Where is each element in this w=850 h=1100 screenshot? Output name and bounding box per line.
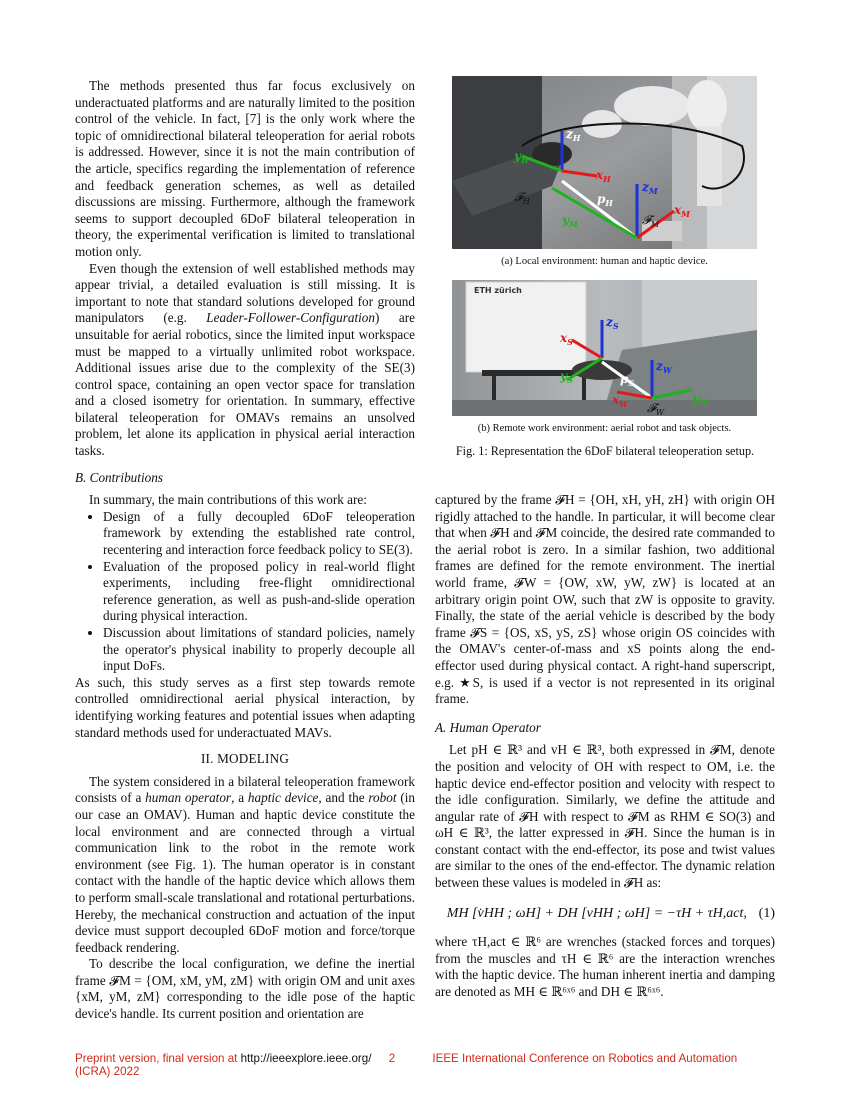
label-yS: $y_S$ xyxy=(560,369,573,385)
left-column xyxy=(75,78,415,1023)
footer-url-link[interactable]: http://ieeexplore.ieee.org/ xyxy=(240,1052,372,1065)
paragraph: Even though the extension of well established methods may appear trivial, a detailed evaluation is still missing. It is important to note that standard solutions developed for ground manipulators (e.g. Leader-Follower-Configuration) are unsuitable for aerial robotics, since the limited input workspace must be mapped to a virtually unlimited robot workspace. Additional issues arise due to the complexity of the SE(3) control space, containing an open vector space for translation and a closed isometry for orientation. In summary, effective bilateral teleoperation for OMAVs remains an unsolved problem, let alone its application in physical aerial interaction tasks. xyxy=(75,260,415,459)
label-yM: $y_M$ xyxy=(562,213,578,229)
photo-local-environment xyxy=(452,76,757,249)
contributions-list xyxy=(75,509,415,675)
label-zS: $z_S$ xyxy=(606,315,619,331)
caption-a: (a) Local environment: human and haptic device. xyxy=(501,256,708,267)
footer-conference: IEEE International Conference on Robotics and Automation (ICRA) 2022 xyxy=(75,1052,738,1078)
figure-b xyxy=(452,280,757,436)
page-number: 2 xyxy=(388,1052,396,1065)
label-FH: 𝓕$_H$ xyxy=(514,190,530,206)
label-yW: $y_W$ xyxy=(692,391,708,407)
paragraph: In summary, the main contributions of this work are: xyxy=(89,492,367,508)
paragraph: The system considered in a bilateral teleoperation framework consists of a human operator, a haptic device, and the robot (in our case an OMAV). Human and haptic device constitute the local environment and are connected through a virtual communication link to the robot in the remote work environment (see Fig. 1). The human operator is in constant contact with the handle of the haptic device which allows them to perform small-scale translational and rotational perturbations. Hereby, the mechanical construction and actuation of the input device must support decoupled 6DoF motion and force/torque feedback rendering. xyxy=(75,773,415,955)
right-column xyxy=(435,492,775,1001)
list-item: • Design of a fully decoupled 6DoF teleoperation framework by extending the established rate control, recentering and interaction force feedback policy to SE(3). xyxy=(103,509,415,559)
label-FM: 𝓕$_M$ xyxy=(642,213,660,229)
figure-caption: Fig. 1: Representation the 6DoF bilateral teleoperation setup. xyxy=(455,444,755,458)
section-heading-human-operator: A. Human Operator xyxy=(435,719,541,735)
section-heading-contributions: B. Contributions xyxy=(75,469,163,485)
equation-1 xyxy=(435,906,775,923)
list-item: • Evaluation of the proposed policy in real-world flight experiments, including free-flight omnidirectional reference generation, as well as push-and-slide operation during physical interaction. xyxy=(103,559,415,625)
label-zM: $z_M$ xyxy=(642,180,658,196)
label-xS: $x_S$ xyxy=(560,331,573,347)
label-pS: $p_S$ xyxy=(620,372,635,388)
paragraph: Let pH ∈ ℝ³ and vH ∈ ℝ³, both expressed in 𝓕M, denote the position and velocity of OH with respect to OM, i.e. the haptic device end-effector position and velocity with respect to the idle configuration. Similarly, we define the attitude and angular rate of 𝓕H with respect to 𝓕M as RHM ∈ SO(3) and ωH ∈ ℝ³, the latter expressed in 𝓕H. Since the human is in constant contact with the end-effector, its pose and twist values are similar to the ones of the end-effector. The dynamic relation between these values is modeled in 𝓕H as: xyxy=(435,742,775,891)
list-item: • Discussion about limitations of standard policies, namely the operator's physical inability to properly decouple all input DoFs. xyxy=(103,625,415,675)
footer xyxy=(75,1052,775,1078)
paragraph: To describe the local configuration, we define the inertial frame 𝓕M = {OM, xM, yM, zM} with origin OM and unit axes {xM, yM, zM} corresponding to the idle pose of the haptic device's handle. Its current position and orientation are xyxy=(75,956,415,1022)
label-xH: $x_H$ xyxy=(596,168,611,184)
label-xW: $x_W$ xyxy=(612,393,629,409)
paragraph: captured by the frame 𝓕H = {OH, xH, yH, zH} with origin OH rigidly attached to the handle. In particular, it will become clear that when 𝓕H and 𝓕M coincide, the desired rate commanded to the aerial robot is zero. In a similar fashion, two additional frames are defined for the remote environment. The inertial world frame, 𝓕W = {OW, xW, yW, zW} is located at an arbitrary origin point OW, such that zW is opposite to gravity. Finally, the state of the aerial vehicle is described by the body frame 𝓕S = {OS, xS, yS, zS} whose origin OS coincides with the OMAV's center-of-mass and xS points along the end-effector used during physical contact. A right-hand superscript, e.g. ★S, is used if a vector is not represented in its original frame. xyxy=(435,492,775,707)
label-pH: $p_H$ xyxy=(597,192,613,208)
paragraph: where τH,act ∈ ℝ⁶ are wrenches (stacked forces and torques) from the muscles and τH ∈ ℝ⁶ are the interaction wrenches with the haptic device. The human inherent inertia and damping are denoted as MH ∈ ℝ⁶ˣ⁶ and DH ∈ ℝ⁶ˣ⁶. xyxy=(435,934,775,1000)
label-FW: 𝓕$_W$ xyxy=(647,401,665,416)
caption-b: (b) Remote work environment: aerial robot and task objects. xyxy=(477,423,732,434)
footer-preprint: Preprint version, final version at xyxy=(75,1052,241,1065)
paragraph: As such, this study serves as a first step towards remote controlled omnidirectional aerial physical interaction, by identifying working features and potential issues when adapting standard methods used for underactuated MAVs. xyxy=(75,674,415,740)
label-zW: $z_W$ xyxy=(656,359,672,375)
equation-number: (1) xyxy=(758,905,775,921)
photo-remote-environment xyxy=(452,280,757,416)
sign-eth: ETH zürich xyxy=(474,286,522,295)
figure-a xyxy=(452,76,757,269)
label-yH: $y_H$ xyxy=(514,149,529,165)
label-xM: $x_M$ xyxy=(674,203,691,219)
equation-body: MH [v̇HH ; ω̇H] + DH [vHH ; ωH] = −τH + τH,act, xyxy=(446,905,747,921)
section-title-modeling: II. MODELING xyxy=(200,751,290,767)
paragraph: The methods presented thus far focus exclusively on underactuated platforms and are naturally limited to the position control of the vehicle. In fact, [7] is the only work where the topic of omnidirectional bilateral teleoperation for aerial robots is addressed. However, since it is not the main contribution of the article, specifics regarding the implementation of reference and feedback generation schemes, as well as detailed discussions are missing. Furthermore, although the framework seems to support decoupled 6DoF bilateral teleoperation in theory, the experimental verification is limited to translational motion only. xyxy=(75,78,415,259)
label-zH: $z_H$ xyxy=(566,127,581,143)
